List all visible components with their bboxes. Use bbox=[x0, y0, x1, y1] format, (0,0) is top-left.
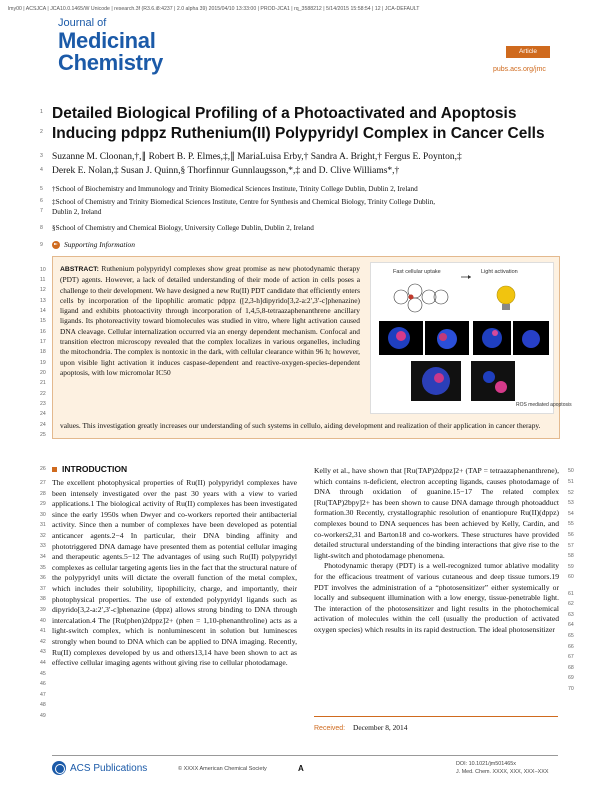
toc-label-uptake: Fast cellular uptake bbox=[393, 269, 441, 275]
received-date bbox=[314, 716, 558, 732]
paragraph: Photodynamic therapy (PDT) is a well-recognized tumor ablative modality for the efficacious treatment of various cutaneous and deep tissue tumors.19 PDT involves the administration of a “photosensitizer” either systemically or locally and subsequent illumination with a low energy, tissue-penetrable light. The interaction of the photosensitizer and light results in the photochemical activation of molecules within the cell (usually the production of activated oxygen species) which results in its rapid destruction. The ideal photosensitizer bbox=[314, 561, 559, 634]
received-label: Received: bbox=[314, 725, 346, 732]
footer-divider bbox=[52, 755, 558, 756]
supporting-info-link[interactable] bbox=[52, 240, 135, 249]
light-bulb-icon bbox=[497, 286, 515, 310]
production-header: lmy00 | ACSJCA | JCA10.0.1465/W Unicode | research.3f (R3.6.i8:4237 | 2.0 alpha 39) 2015/04/10 13:33:00 | PROD-JCA1 | rq_3588212 | 5/14/2015 15:58:54 | 12 | JCA-DEFAULT bbox=[8, 6, 420, 12]
article-type-badge: Article bbox=[506, 46, 550, 58]
publisher-name: ACS Publications bbox=[70, 762, 148, 774]
author-line: Suzanne M. Cloonan,†,∥ Robert B. P. Elmes,‡,∥ MariaLuisa Erby,† Sandra A. Bright,† Fergus E. Poynton,‡ bbox=[52, 152, 462, 162]
section-title: INTRODUCTION bbox=[62, 464, 128, 474]
affiliation: Dublin 2, Ireland bbox=[52, 208, 102, 216]
journal-title-line2: Medicinal bbox=[58, 28, 156, 53]
paragraph: The excellent photophysical properties of Ru(II) polypyridyl complexes have been intensely investigated over the past 30 years with a view to varied applications.1 The biological activity of Ru(II) complexes has been investigated since the early 1950s when Dwyer and co-workers reported their antibacterial activity. Since then a number of complexes have been developed as potential anticancer agents.2−4 In particular, their DNA binding affinity and phototriggered DNA damage have presented them as potential cellular imaging and therapeutic agents.5−12 The advantages of using such Ru(II) polypyridyl complexes as cellular targeting agents lies in the fact that the structural nature of the polypyridyl units will dictate the overall function of the metal complex, which includes their solubility, lipophilicity, charge, and importantly, their photophysical properties. The use of extended polypyridyl ligands such as dipyrido[3,2-a:2′,3′-c]phenazine (dppz) allows strong binding to DNA through intercalation.4 The [Ru(phen)2dppz]2+ (phen = 1,10-phenanthroline) acts as a light-switch complex, which is nonluminescent in solution but luminesces strongly when bound to DNA which can be applied to DNA imaging. Recently, Ru(II) complexes developed by us and others13,14 have been shown to act as effective cellular imaging agents without giving rise to cellular photodamage. bbox=[52, 478, 297, 668]
play-icon bbox=[52, 241, 60, 249]
toc-label-light: Light activation bbox=[481, 269, 518, 275]
affiliation: §School of Chemistry and Chemical Biology, University College Dublin, Dublin 2, Ireland bbox=[52, 224, 314, 232]
supporting-info-label: Supporting Information bbox=[64, 240, 136, 249]
journal-url-link[interactable]: pubs.acs.org/jmc bbox=[493, 66, 546, 73]
article-title bbox=[52, 104, 552, 144]
paragraph: Kelly et al., have shown that [Ru(TAP)2dppz]2+ (TAP = tetraazaphenanthrene), which contains π-deficient, electron accepting ligands, causes photodamage of DNA through oxidation of guanine.15−17 The related complex [Ru(TAP)2bpy]2+ has been shown to cause DNA damage through photoadduct formation.30 Recently, crystallographic resolution of enantiopure Ru(II)(dppz) complexes bound to DNA sequences has been achieved by Kelly, Cardin, and co-workers2,31 and Barton18 and co-workers. These structures have provided detailed structural understanding of the binding interactions that give rise to the light-switch and photodamage phenomena. bbox=[314, 466, 559, 560]
title-line: Detailed Biological Profiling of a Photoactivated and Apoptosis bbox=[52, 105, 517, 122]
affiliation: ‡School of Chemistry and Trinity Biomedical Sciences Institute, Centre for Synthesis and Chemical Biology, Trinity College Dublin, bbox=[52, 198, 436, 206]
copyright-notice: © XXXX American Chemical Society bbox=[178, 766, 267, 772]
abstract-label: ABSTRACT: bbox=[60, 266, 99, 273]
section-marker-icon bbox=[52, 467, 57, 472]
page-number: A bbox=[298, 764, 304, 773]
abstract-body: Ruthenium polypyridyl complexes show great promise as new photodynamic therapy (PDT) agents. However, a lack of detailed understanding of their mode of action in cells poses a challenge to their development. We have designed a new Ru(II) PDT candidate that efficiently enters cells by incorporation of the lipophilic aromatic pdppz ([2,3-h]dipyrido[3,2-a:2′,3′-c]phenazine) ligand and exhibits photoactivity through incorporation of 1,4,5,8-tetraazaphenanthrene ancillary ligands. Its photoreactivity toward biomolecules was studied in vitro, where light activation caused DNA cleavage. Cellular internalization occurred via an energy dependent mechanism. Confocal and transition electron microscopy revealed that the complex localizes in various organelles, including the mitochondria. The complex is nontoxic in the dark, with cellular clearance within 96 h; however, upon visible light activation it induces caspase-dependent and reactive-oxygen-species-dependent apoptosis, with low micromolar IC50 bbox=[60, 264, 360, 377]
journal-title-line3: Chemistry bbox=[58, 50, 163, 75]
author-line: Derek E. Nolan,‡ Susan J. Quinn,§ Thorfinnur Gunnlaugsson,*,‡ and D. Clive Williams*,† bbox=[52, 166, 400, 176]
affiliation: †School of Biochemistry and Immunology and Trinity Biomedical Sciences Institute, Trinity College Dublin, Dublin 2, Ireland bbox=[52, 185, 418, 193]
citation: J. Med. Chem. XXXX, XXX, XXX−XXX bbox=[456, 768, 549, 775]
doi-link[interactable]: DOI: 10.1021/jm501465x bbox=[456, 761, 516, 767]
acs-logo-icon bbox=[52, 761, 66, 775]
doi-block bbox=[456, 761, 548, 776]
abstract-tail: values. This investigation greatly increases our understanding of such systems in cellulo, aiding development and realization of their application in cancer therapy. bbox=[60, 421, 541, 430]
author-list bbox=[52, 150, 572, 178]
acs-publications-logo[interactable] bbox=[52, 761, 147, 775]
toc-label-apoptosis: ROS mediated apoptosis bbox=[516, 402, 572, 408]
molecule-structure bbox=[394, 284, 448, 312]
left-column bbox=[52, 478, 297, 669]
journal-logo bbox=[58, 18, 163, 74]
journal-title-line1: Journal of bbox=[58, 17, 107, 29]
section-heading-introduction bbox=[52, 464, 127, 474]
toc-graphic bbox=[370, 262, 572, 414]
abstract-text bbox=[60, 264, 360, 378]
right-column bbox=[314, 466, 559, 636]
title-line: Inducing pdppz Ruthenium(II) Polypyridyl Complex in Cancer Cells bbox=[52, 125, 545, 142]
received-value: December 8, 2014 bbox=[353, 723, 408, 732]
